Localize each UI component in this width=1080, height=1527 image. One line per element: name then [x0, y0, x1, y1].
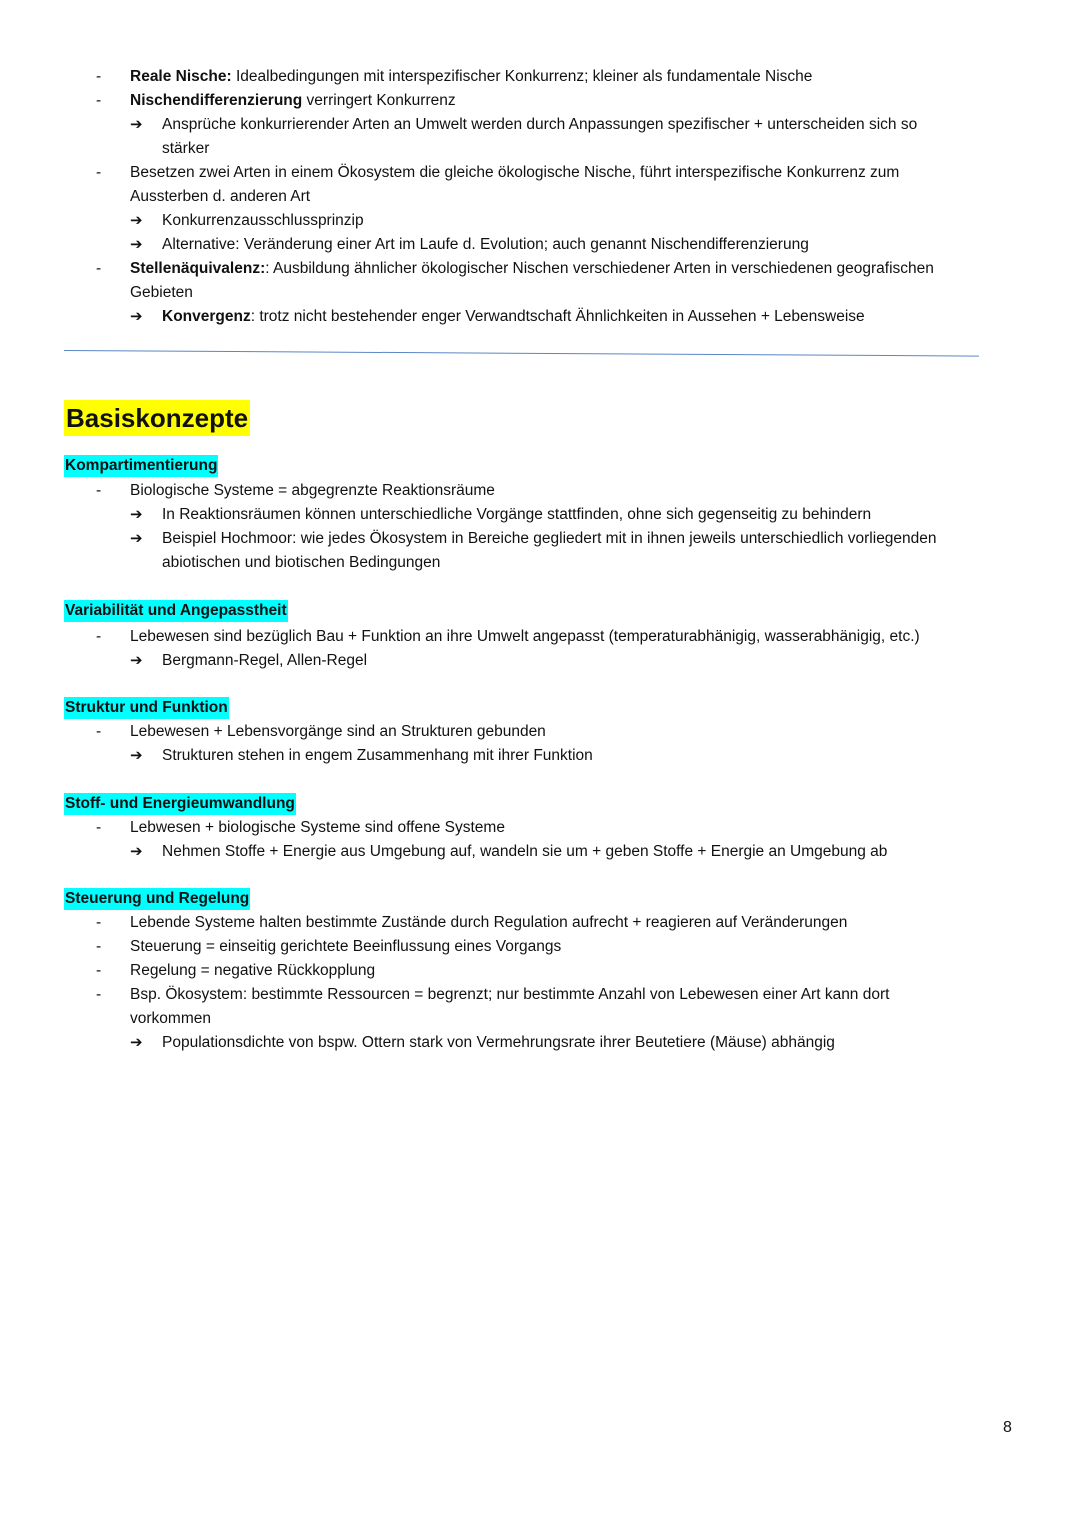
term-stellenaequivalenz: Stellenäquivalenz:: [130, 260, 266, 277]
list-text: verringert Konkurrenz: [302, 92, 456, 109]
arrow-icon: ➔: [130, 308, 143, 325]
list-text: Lebewesen + Lebensvorgänge sind an Strukturen gebunden: [130, 723, 546, 740]
list-text: Lebwesen + biologische Systeme sind offene Systeme: [130, 819, 505, 836]
dash-bullet: -: [96, 92, 102, 109]
arrow-icon: ➔: [130, 116, 143, 133]
list-text: abiotischen und biotischen Bedingungen: [162, 554, 441, 571]
list-text: stärker: [162, 140, 210, 157]
dash-bullet: -: [96, 819, 102, 836]
list-text: In Reaktionsräumen können unterschiedliche Vorgänge stattfinden, ohne sich gegenseitig zu behindern: [162, 506, 872, 523]
dash-bullet: -: [96, 260, 102, 277]
dash-bullet: -: [96, 962, 102, 979]
list-text: Biologische Systeme = abgegrenzte Reaktionsräume: [130, 482, 495, 499]
page-number: 8: [1003, 1419, 1012, 1436]
dash-bullet: -: [96, 938, 102, 955]
list-text: Nehmen Stoffe + Energie aus Umgebung auf, wandeln sie um + geben Stoffe + Energie an Umgebung ab: [162, 843, 888, 860]
dash-bullet: -: [96, 914, 102, 931]
term-nischendifferenzierung: Nischendifferenzierung: [130, 92, 303, 109]
list-text: Lebewesen sind bezüglich Bau + Funktion an ihre Umwelt angepasst (temperaturabhänigig, wasserabhänigig, etc.): [130, 628, 920, 645]
page-title: Basiskonzepte: [64, 400, 250, 436]
list-text: Besetzen zwei Arten in einem Ökosystem die gleiche ökologische Nische, führt interspezifische Konkurrenz zum: [130, 164, 900, 181]
list-text: Idealbedingungen mit interspezifischer Konkurrenz; kleiner als fundamentale Nische: [231, 68, 813, 85]
list-text: Gebieten: [130, 284, 193, 301]
arrow-icon: ➔: [130, 843, 143, 860]
list-text: : trotz nicht bestehender enger Verwandtschaft Ähnlichkeiten in Aussehen + Lebensweise: [250, 308, 865, 325]
term-konvergenz: Konvergenz: [162, 308, 251, 325]
list-text: Aussterben d. anderen Art: [130, 188, 311, 205]
section-heading-variabilitaet: Variabilität und Angepasstheit: [64, 600, 288, 622]
list-text: Beispiel Hochmoor: wie jedes Ökosystem in Bereiche gegliedert mit in ihnen jeweils unterschiedlich vorliegenden: [162, 530, 937, 547]
section-heading-kompartimentierung: Kompartimentierung: [64, 455, 218, 477]
arrow-icon: ➔: [130, 652, 143, 669]
section-heading-struktur: Struktur und Funktion: [64, 697, 229, 719]
list-text: Bsp. Ökosystem: bestimmte Ressourcen = begrenzt; nur bestimmte Anzahl von Lebewesen einer Art kann dort: [130, 986, 890, 1003]
list-text: Lebende Systeme halten bestimmte Zustände durch Regulation aufrecht + reagieren auf Veränderungen: [130, 914, 848, 931]
dash-bullet: -: [96, 986, 102, 1003]
section-heading-steuerung: Steuerung und Regelung: [64, 888, 250, 910]
list-text: : Ausbildung ähnlicher ökologischer Nischen verschiedener Arten in verschiedenen geografischen: [265, 260, 934, 277]
list-text: vorkommen: [130, 1010, 211, 1027]
arrow-icon: ➔: [130, 506, 143, 523]
term-reale-nische: Reale Nische:: [130, 68, 232, 85]
arrow-icon: ➔: [130, 236, 143, 253]
list-text: Alternative: Veränderung einer Art im Laufe d. Evolution; auch genannt Nischendifferenzierung: [162, 236, 809, 253]
list-text: Konkurrenzausschlussprinzip: [162, 212, 364, 229]
list-text: Ansprüche konkurrierender Arten an Umwelt werden durch Anpassungen spezifischer + unterscheiden sich so: [162, 116, 918, 133]
section-heading-stoff: Stoff- und Energieumwandlung: [64, 793, 296, 815]
arrow-icon: ➔: [130, 1034, 143, 1051]
list-text: Regelung = negative Rückkopplung: [130, 962, 376, 979]
arrow-icon: ➔: [130, 530, 143, 547]
list-text: Steuerung = einseitig gerichtete Beeinflussung eines Vorgangs: [130, 938, 562, 955]
dash-bullet: -: [96, 482, 102, 499]
dash-bullet: -: [96, 723, 102, 740]
arrow-icon: ➔: [130, 212, 143, 229]
arrow-icon: ➔: [130, 747, 143, 764]
dash-bullet: -: [96, 164, 102, 181]
horizontal-divider: [64, 350, 979, 357]
list-text: Bergmann-Regel, Allen-Regel: [162, 652, 368, 669]
dash-bullet: -: [96, 68, 102, 85]
list-text: Strukturen stehen in engem Zusammenhang mit ihrer Funktion: [162, 747, 593, 764]
list-text: Populationsdichte von bspw. Ottern stark von Vermehrungsrate ihrer Beutetiere (Mäuse) abhängig: [162, 1034, 835, 1051]
dash-bullet: -: [96, 628, 102, 645]
